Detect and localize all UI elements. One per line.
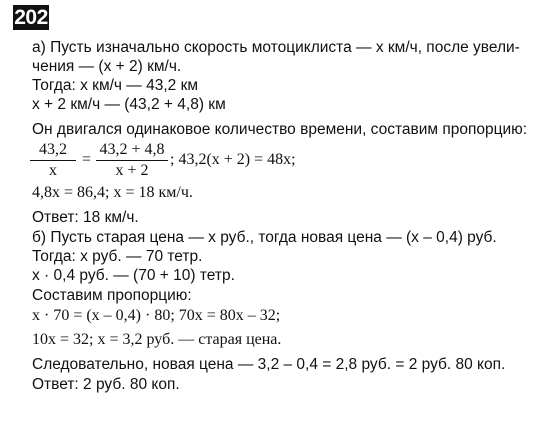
part-b-then-line-2: x · 0,4 руб. — (70 + 10) тетр.	[32, 267, 235, 284]
fraction-2-numerator: 43,2 + 4,8	[96, 140, 168, 161]
fraction-1-numerator: 43,2	[30, 140, 76, 161]
fraction-1	[30, 140, 76, 180]
part-b-equation-2: 10x = 32; x = 3,2 руб. — старая цена.	[32, 331, 282, 348]
part-b-answer: Ответ: 2 руб. 80 коп.	[32, 376, 180, 393]
part-b-intro: б) Пусть старая цена — x руб., тогда новая цена — (x – 0,4) руб.	[32, 229, 497, 246]
part-a-answer: Ответ: 18 км/ч.	[32, 209, 139, 226]
part-b-conclusion: Следовательно, новая цена — 3,2 – 0,4 = 2,8 руб. = 2 руб. 80 коп.	[32, 356, 506, 373]
task-number-badge: 202	[14, 6, 48, 29]
part-a-then-line-2: x + 2 км/ч — (43,2 + 4,8) км	[32, 96, 226, 113]
part-a-proportion-text: Он двигался одинаковое количество времени, составим пропорцию:	[32, 121, 528, 138]
part-a-solve-line: 4,8x = 86,4; x = 18 км/ч.	[32, 184, 193, 201]
fraction-1-denominator: x	[49, 162, 57, 179]
proportion-equation-tail: ; 43,2(x + 2) = 48x;	[170, 151, 296, 168]
fraction-equals-sign: =	[82, 151, 92, 168]
part-b-proportion-text: Составим пропорцию:	[32, 287, 192, 304]
part-b-equation-1: x · 70 = (x – 0,4) · 80; 70x = 80x – 32;	[32, 307, 281, 324]
part-b-then-line-1: Тогда: x руб. — 70 тетр.	[32, 248, 203, 265]
part-a-intro-line-1: а) Пусть изначально скорость мотоциклиста — x км/ч, после увели-	[32, 39, 520, 56]
fraction-2	[96, 140, 168, 180]
fraction-2-denominator: x + 2	[115, 162, 149, 179]
part-a-intro-line-2: чения — (x + 2) км/ч.	[32, 58, 182, 75]
part-a-then-line-1: Тогда: x км/ч — 43,2 км	[32, 77, 199, 94]
